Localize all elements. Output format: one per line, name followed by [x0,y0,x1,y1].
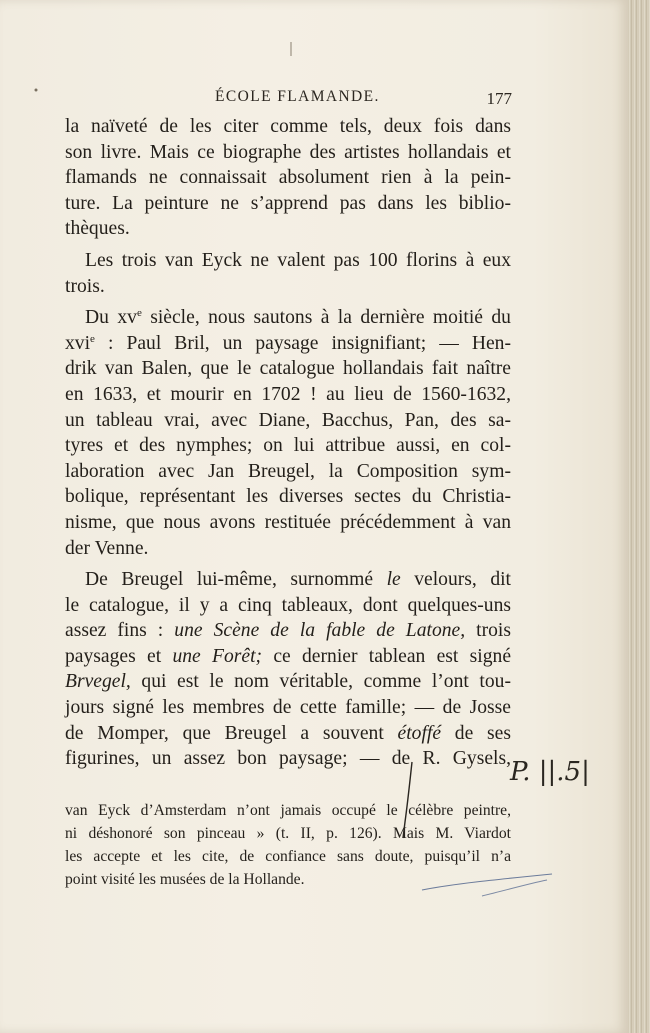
text-line [65,618,511,644]
handwritten-note: P. ||.5| [510,757,590,787]
text-line: son livre. Mais ce biographe des artistes hollandais et [65,141,511,163]
text-line: der Venne. [65,537,149,559]
text-line: tyres et des nymphes; on lui attribue aussi, en col- [65,435,511,457]
page-block-edge [628,0,650,1033]
text-line: le catalogue, il y a cinq tableaux, dont quelques-uns [65,594,511,616]
footnote-line: les accepte et les cite, de confiance sans doute, puisqu’il n’a [65,848,511,865]
text-line [65,669,511,695]
text-line: drik van Balen, que le catalogue hollandais fait naître [65,358,511,380]
handwritten-shelfmark [506,740,601,800]
text-line [65,644,511,670]
text-line: la naïveté de les citer comme tels, deux fois dans [65,116,511,137]
text-line: bolique, représentant les diverses sectes du Christia- [65,486,511,508]
page-mark [289,42,293,56]
text-line: trois. [65,275,105,297]
text-line [65,305,511,331]
text-line: thèques. [65,218,130,240]
text-fragment: assez fins : [65,620,175,642]
superscript: e [90,332,95,345]
text-fragment: Du xv [85,307,137,329]
text-line: Les trois van Eyck ne valent pas 100 florins à eux [85,249,511,271]
paragraph-2 [65,248,511,299]
text-fragment: qui est le nom véritable, comme l’ont tou- [130,671,511,693]
footnote-line: ni déshonoré son pinceau » (t. II, p. 126). Mais M. Viardot [65,825,511,842]
text-line: figurines, un assez bon paysage; — de R. Gysels, [65,748,511,770]
text-fragment: de ses [441,722,511,744]
text-fragment: de Momper, que Breugel a souvent [65,722,398,744]
text-line: nisme, que nous avons restituée précédemment à van [65,511,511,533]
text-line [65,567,511,593]
paragraph-4 [65,567,511,772]
footnote-line: van Eyck d’Amsterdam n’ont jamais occupé le célèbre peintre, [65,802,511,819]
footnote-line: point visité les musées de la Hollande. [65,871,305,888]
page-speck [34,88,38,92]
text-line: jours signé les membres de cette famille; — de Josse [65,697,511,719]
italic-text: une Forêt; [172,645,263,667]
italic-text: étoffé [397,722,442,744]
text-fragment: ce dernier tablean est signé [262,645,512,667]
text-line [65,331,511,357]
italic-text: le [386,569,401,591]
pencil-underline-mark [412,870,557,900]
page-header [60,86,512,110]
italic-text: Brvegel, [65,671,131,693]
text-fragment: paysages et [65,645,173,667]
italic-text: une Scène de la fable de Latone, [174,620,466,642]
pencil-vertical-stroke [398,760,418,840]
text-fragment: xvi [65,332,91,354]
running-title: ÉCOLE FLAMANDE. [215,88,380,105]
text-line: en 1633, et mourir en 1702 ! au lieu de 1560-1632, [65,383,511,405]
page-number: 177 [486,89,512,108]
paragraph-3 [65,305,511,561]
text-fragment: De Breugel lui-même, surnommé [85,569,387,591]
main-text [65,114,511,772]
text-line: laboration avec Jan Breugel, la Composition sym- [65,460,511,482]
text-fragment: siècle, nous sautons à la dernière moitié du [141,307,511,329]
text-line: flamands ne connaissait absolument rien à la pein- [65,167,511,189]
paragraph-1 [65,114,511,242]
text-line: ture. La peinture ne s’apprend pas dans les biblio- [65,192,511,214]
text-fragment: trois [465,620,512,642]
text-line [65,721,511,747]
text-line: un tableau vrai, avec Diane, Bacchus, Pan, des sa- [65,409,511,431]
superscript: e [136,307,142,320]
text-fragment: : Paul Bril, un paysage insignifiant; — Hen- [94,332,511,354]
text-fragment: velours, dit [400,569,512,591]
